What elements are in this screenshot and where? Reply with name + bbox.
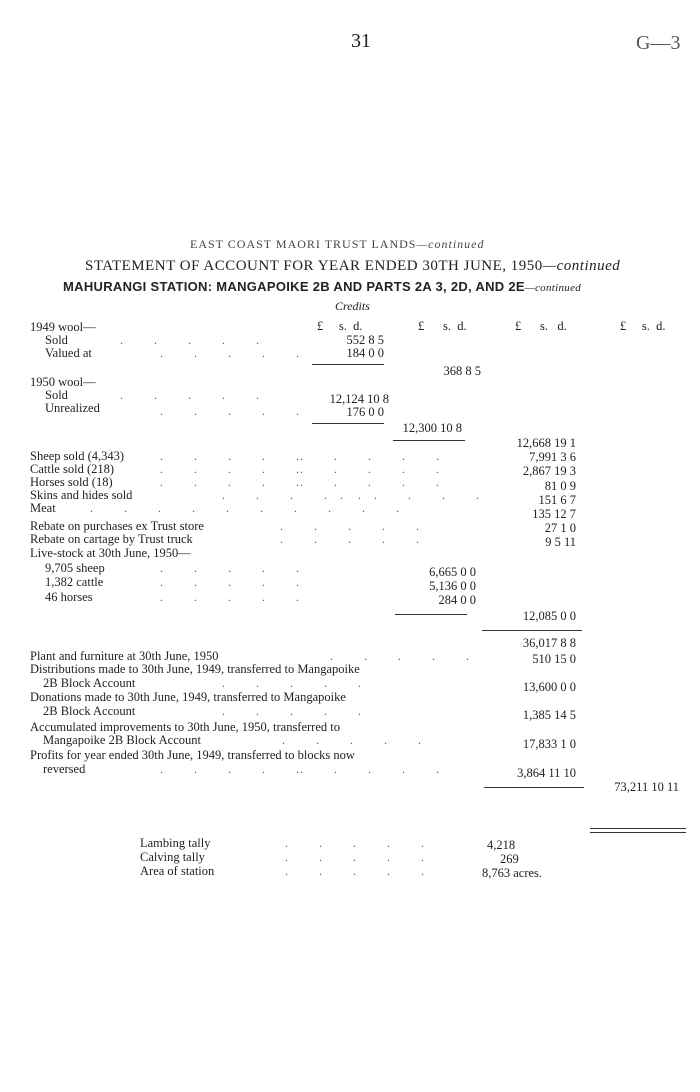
leader: . . . . . [160, 575, 313, 589]
title-line-2-text: STATEMENT OF ACCOUNT FOR YEAR ENDED 30TH JUNE, 1950 [85, 258, 543, 274]
sales-value: 27 1 0 [544, 521, 576, 535]
leader: . . . . . [285, 836, 438, 850]
leader: . . . . . [160, 762, 313, 776]
livestock-label: 46 horses [45, 590, 93, 604]
col-header-4: £ s. d. [620, 319, 666, 333]
livestock-value: 5,136 0 0 [429, 579, 476, 593]
leader: . . . . . [330, 649, 483, 663]
report-code: G—3 [636, 32, 681, 54]
improvements-label-1: Accumulated improvements to 30th June, 1950, transferred to [30, 720, 340, 734]
wool-1950-unrealized-label: Unrealized [45, 401, 100, 415]
improvements-label-2: Mangapoike 2B Block Account [43, 733, 201, 747]
leader: . . . . . [280, 532, 433, 546]
leader: . . . . . [160, 449, 313, 463]
donations-value: 1,385 14 5 [522, 708, 576, 722]
leader: . . . . . [285, 850, 438, 864]
sales-label: Rebate on purchases ex Trust store [30, 519, 204, 533]
page-number: 31 [351, 30, 371, 52]
leader: . . . . . [300, 762, 453, 776]
sales-label: Skins and hides sold [30, 488, 133, 502]
rule [482, 630, 582, 631]
rule [484, 787, 584, 788]
leader: . . . . . [300, 449, 453, 463]
leader: . . . . . [222, 704, 375, 718]
title-line-2-cont: —continued [542, 258, 621, 274]
title-line-3 [63, 279, 581, 294]
profits-label-2: reversed [43, 762, 86, 776]
leader: . . . . . [160, 590, 313, 604]
title-line-3-cont: —continued [524, 282, 582, 294]
wool-1950-sold-value: 12,124 10 8 [329, 392, 389, 406]
rule [590, 828, 686, 829]
wool-1949-sold-value: 552 8 5 [346, 333, 384, 347]
leader: . . . . . [300, 475, 453, 489]
tally-value: 4,218 [487, 838, 516, 852]
wool-1949-heading: 1949 wool— [30, 320, 96, 334]
wool-1950-sold-label: Sold [45, 388, 68, 402]
distributions-value: 13,600 0 0 [522, 680, 576, 694]
improvements-value: 17,833 1 0 [522, 737, 576, 751]
col-header-1: £ s. d. [317, 319, 363, 333]
rule [393, 440, 465, 441]
rule [395, 614, 467, 615]
donations-label-1: Donations made to 30th June, 1949, transferred to Mangapoike [30, 690, 346, 704]
sales-label: Horses sold (18) [30, 475, 113, 489]
sales-label: Rebate on cartage by Trust truck [30, 532, 193, 546]
livestock-value: 284 0 0 [438, 593, 476, 607]
rule [312, 364, 384, 365]
tally-value: 269 [500, 852, 519, 866]
leader: . . . . . [340, 488, 493, 502]
leader: . . . . . [280, 519, 433, 533]
subtotal-main: 36,017 8 8 [522, 636, 576, 650]
sales-label: Cattle sold (218) [30, 462, 115, 476]
sales-value: 9 5 11 [545, 535, 576, 549]
wool-1949-valued-value: 184 0 0 [346, 346, 384, 360]
tally-label: Lambing tally [140, 836, 211, 850]
sales-value: 81 0 9 [544, 479, 576, 493]
profits-label-1: Profits for year ended 30th June, 1949, transferred to blocks now [30, 748, 355, 762]
title-line-1-text: EAST COAST MAORI TRUST LANDS [190, 237, 417, 251]
leader: . . . . . [90, 501, 243, 515]
sales-value: 135 12 7 [532, 507, 576, 521]
wool-1949-subtotal: 368 8 5 [443, 364, 481, 378]
sales-value: 151 6 7 [538, 493, 576, 507]
leader: . . . . . [260, 501, 413, 515]
livestock-total: 12,085 0 0 [522, 609, 576, 623]
title-line-2 [85, 258, 620, 275]
wool-1949-valued-label: Valued at [45, 346, 92, 360]
title-line-3-text: MAHURANGI STATION: MANGAPOIKE 2B AND PARTS 2A 3, 2D, AND 2E [63, 279, 525, 294]
leader: . . . . . [160, 346, 313, 360]
leader: . . . . . [160, 561, 313, 575]
livestock-label: 9,705 sheep [45, 561, 105, 575]
section-heading-credits: Credits [335, 299, 370, 313]
rule [312, 423, 384, 424]
leader: . . . . . [120, 388, 273, 402]
tally-label: Calving tally [140, 850, 205, 864]
tally-value: 8,763 acres. [482, 866, 543, 880]
title-line-1 [190, 237, 484, 252]
sales-label: Sheep sold (4,343) [30, 449, 125, 463]
leader: . . . . . [300, 462, 453, 476]
donations-label-2: 2B Block Account [43, 704, 136, 718]
profits-value: 3,864 11 10 [517, 766, 576, 780]
title-line-1-cont: —continued [416, 237, 485, 251]
col-header-3: £ s. d. [515, 319, 567, 333]
wool-1950-heading: 1950 wool— [30, 375, 96, 389]
tally-label: Area of station [140, 864, 215, 878]
sales-value: 2,867 19 3 [522, 464, 576, 478]
leader: . . . . . [282, 733, 435, 747]
livestock-value: 6,665 0 0 [429, 565, 476, 579]
distributions-label-1: Distributions made to 30th June, 1949, transferred to Mangapoike [30, 662, 360, 676]
leader: . . . . . [120, 333, 273, 347]
grand-total: 73,211 10 11 [614, 780, 679, 794]
livestock-label: 1,382 cattle [45, 575, 104, 589]
wool-1950-subtotal: 12,300 10 8 [402, 421, 462, 435]
distributions-label-2: 2B Block Account [43, 676, 136, 690]
leader: . . . . . [222, 676, 375, 690]
col-header-2: £ s. d. [418, 319, 467, 333]
leader: . . . . . [222, 488, 375, 502]
sales-value: 7,991 3 6 [529, 450, 576, 464]
leader: . . . . . [160, 462, 313, 476]
leader: . . . . . [285, 864, 438, 878]
rule [590, 832, 686, 833]
leader: . . . . . [160, 404, 313, 418]
wool-1949-sold-label: Sold [45, 333, 68, 347]
livestock-heading: Live-stock at 30th June, 1950— [30, 546, 191, 560]
sales-label: Meat [30, 501, 56, 515]
leader: . . . . . [160, 475, 313, 489]
plant-value: 510 15 0 [532, 652, 576, 666]
plant-label: Plant and furniture at 30th June, 1950 [30, 649, 219, 663]
wool-1950-unrealized-value: 176 0 0 [346, 405, 384, 419]
wool-total: 12,668 19 1 [516, 436, 576, 450]
